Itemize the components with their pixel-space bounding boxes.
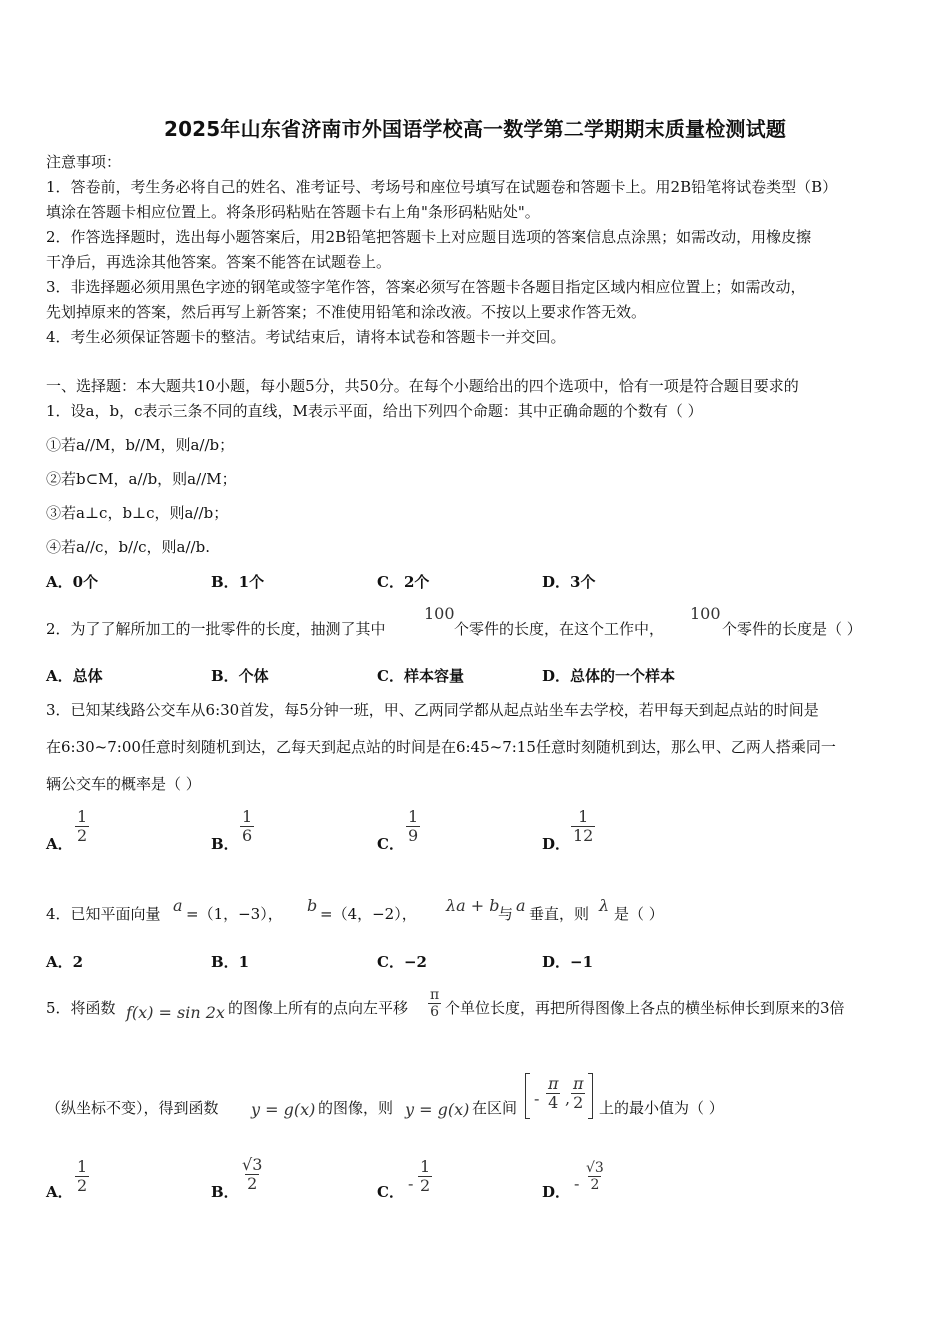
q4-option-c: C．−2 xyxy=(377,953,427,971)
note-1b: 填涂在答题卡相应位置上。将条形码粘贴在答题卡右上角"条形码粘贴处"。 xyxy=(46,203,540,221)
q1-statement-3: ③若a⊥c，b⊥c，则a//b； xyxy=(46,504,229,522)
q2-part-1: 2．为了了解所加工的一批零件的长度，抽测了其中 xyxy=(46,620,386,638)
q4-vector-a-2: a xyxy=(516,896,526,915)
q5-b-numerator: √3 xyxy=(242,1155,263,1174)
q5-d-numerator: √3 xyxy=(586,1160,604,1176)
q5-shift-fraction xyxy=(428,987,441,1020)
q5-function-g-1: y = g(x) xyxy=(251,1100,316,1119)
note-3b: 先划掉原来的答案，然后再写上新答案；不准使用铅笔和涂改液。不按以上要求作答无效。 xyxy=(46,303,647,321)
q3-option-b-fraction xyxy=(240,808,254,845)
q5-part-4: （纵坐标不变），得到函数 xyxy=(46,1099,219,1117)
q5-a-numerator: 1 xyxy=(77,1157,88,1176)
q4-part-4: 与 xyxy=(498,905,514,923)
q5-c-sign: - xyxy=(408,1174,414,1193)
q2-part-2: 个零件的长度，在这个工作中， xyxy=(454,620,665,638)
q4-lambda: λ xyxy=(599,896,610,915)
q5-d-sign: - xyxy=(574,1174,580,1193)
q5-a-denominator: 2 xyxy=(77,1176,88,1195)
q5-option-a-fraction xyxy=(75,1158,89,1195)
q3-a-numerator: 1 xyxy=(77,807,88,826)
note-2a: 2．作答选择题时，选出每小题答案后，用2B铅笔把答题卡上对应题目选项的答案信息点涂黑；如需改动，用橡皮擦 xyxy=(46,228,812,246)
q5-d-denominator: 2 xyxy=(590,1177,600,1193)
q5-shift-denominator: 6 xyxy=(430,1004,440,1020)
q5-part-1: 5．将函数 xyxy=(46,999,116,1017)
q5-option-d-fraction xyxy=(584,1160,606,1193)
q5-option-b-fraction xyxy=(240,1156,264,1193)
q1-option-d: D．3个 xyxy=(542,573,596,591)
q3-line-2: 在6:30~7:00任意时刻随机到达，乙每天到起点站的时间是在6:45~7:15任意时刻随机到达，那么甲、乙两人搭乘同一 xyxy=(46,738,836,756)
q3-option-a-label: A． xyxy=(46,835,73,853)
q1-option-a: A．0个 xyxy=(46,573,99,591)
q4-part-1: 4．已知平面向量 xyxy=(46,905,161,923)
q5-b-denominator: 2 xyxy=(247,1174,258,1193)
q5-c-denominator: 2 xyxy=(420,1176,431,1195)
q1-statement-4: ④若a//c，b//c，则a//b. xyxy=(46,538,210,556)
q1-statement-1: ①若a//M，b//M，则a//b； xyxy=(46,436,235,454)
q3-line-1: 3．已知某线路公交车从6:30首发，每5分钟一班，甲、乙两同学都从起点站坐车去学校，若甲每天到起点站的时间是 xyxy=(46,701,819,719)
q5-interval-fraction-1 xyxy=(546,1075,561,1112)
q5-interval-right-bracket xyxy=(588,1073,593,1119)
q2-part-3: 个零件的长度是（ ） xyxy=(722,620,862,638)
q5-interval-neg: - xyxy=(534,1089,540,1108)
q4-vector-b: b xyxy=(307,896,318,915)
q5-c-numerator: 1 xyxy=(420,1157,431,1176)
q2-option-c: C．样本容量 xyxy=(377,667,464,685)
q3-d-numerator: 1 xyxy=(578,807,589,826)
q5-interval-left-bracket xyxy=(525,1073,530,1119)
q4-option-b: B．1 xyxy=(211,953,250,971)
q3-a-denominator: 2 xyxy=(77,826,88,845)
q3-option-b-label: B． xyxy=(211,835,239,853)
q5-function-g-2: y = g(x) xyxy=(405,1100,470,1119)
q5-option-a-label: A． xyxy=(46,1183,73,1201)
q5-part-7: 上的最小值为（ ） xyxy=(599,1099,724,1117)
q3-option-c-label: C． xyxy=(377,835,404,853)
q3-b-numerator: 1 xyxy=(242,807,253,826)
q2-number-1: 100 xyxy=(424,604,455,623)
q5-interval-comma: , xyxy=(565,1089,571,1108)
q2-option-b: B．个体 xyxy=(211,667,269,685)
q4-part-2: =（1，−3）， xyxy=(186,905,283,923)
q5-part-3: 个单位长度，再把所得图像上各点的横坐标伸长到原来的3倍 xyxy=(445,999,845,1017)
q5-part-6: 在区间 xyxy=(472,1099,518,1117)
q5-shift-numerator: π xyxy=(430,987,440,1003)
q4-part-3: =（4，−2）， xyxy=(320,905,417,923)
q2-option-d: D．总体的一个样本 xyxy=(542,667,676,685)
q3-option-d-fraction xyxy=(571,808,595,845)
q5-option-b-label: B． xyxy=(211,1183,239,1201)
q3-line-3: 辆公交车的概率是（ ） xyxy=(46,775,201,793)
q4-expression: λa + b xyxy=(446,896,500,915)
q5-interval-den-1: 4 xyxy=(548,1093,559,1112)
q5-interval-num-1: π xyxy=(548,1074,559,1093)
notes-heading: 注意事项： xyxy=(46,153,122,171)
q3-option-c-fraction xyxy=(406,808,420,845)
q4-option-a: A．2 xyxy=(46,953,84,971)
q2-option-a: A．总体 xyxy=(46,667,103,685)
q5-interval-den-2: 2 xyxy=(573,1093,584,1112)
q3-option-a-fraction xyxy=(75,808,89,845)
q1-stem: 1．设a，b，c表示三条不同的直线，M表示平面，给出下列四个命题：其中正确命题的个数有（ ） xyxy=(46,402,703,420)
q4-part-5: 垂直，则 xyxy=(529,905,590,923)
q3-option-d-label: D． xyxy=(542,835,571,853)
q5-option-c-label: C． xyxy=(377,1183,404,1201)
q1-option-b: B．1个 xyxy=(211,573,265,591)
q3-c-denominator: 9 xyxy=(408,826,419,845)
q5-part-2: 的图像上所有的点向左平移 xyxy=(228,999,409,1017)
q5-interval-num-2: π xyxy=(573,1074,584,1093)
q4-option-d: D．−1 xyxy=(542,953,594,971)
q5-option-d-label: D． xyxy=(542,1183,571,1201)
q4-vector-a: a xyxy=(173,896,183,915)
q2-number-2: 100 xyxy=(690,604,721,623)
q1-option-c: C．2个 xyxy=(377,573,430,591)
note-4: 4．考生必须保证答题卡的整洁。考试结束后，请将本试卷和答题卡一并交回。 xyxy=(46,328,566,346)
q3-b-denominator: 6 xyxy=(242,826,253,845)
q5-part-5: 的图像，则 xyxy=(318,1099,394,1117)
q3-d-denominator: 12 xyxy=(573,826,594,845)
section-heading: 一、选择题：本大题共10小题，每小题5分，共50分。在每个小题给出的四个选项中，恰有一项是符合题目要求的 xyxy=(46,377,799,395)
note-1a: 1．答卷前，考生务必将自己的姓名、准考证号、考场号和座位号填写在试题卷和答题卡上。用2B铅笔将试卷类型（B） xyxy=(46,178,838,196)
note-3a: 3．非选择题必须用黑色字迹的钢笔或签字笔作答，答案必须写在答题卡各题目指定区域内相应位置上；如需改动， xyxy=(46,278,806,296)
q1-statement-2: ②若b⊂M，a//b，则a//M； xyxy=(46,470,237,488)
q3-c-numerator: 1 xyxy=(408,807,419,826)
q4-part-6: 是（ ） xyxy=(614,905,664,923)
page-title: 2025年山东省济南市外国语学校高一数学第二学期期末质量检测试题 xyxy=(163,117,787,141)
q5-option-c-fraction xyxy=(418,1158,432,1195)
note-2b: 干净后，再选涂其他答案。答案不能答在试题卷上。 xyxy=(46,253,392,271)
q5-function-f: f(x) = sin 2x xyxy=(126,1003,225,1022)
q5-interval-fraction-2 xyxy=(571,1075,586,1112)
